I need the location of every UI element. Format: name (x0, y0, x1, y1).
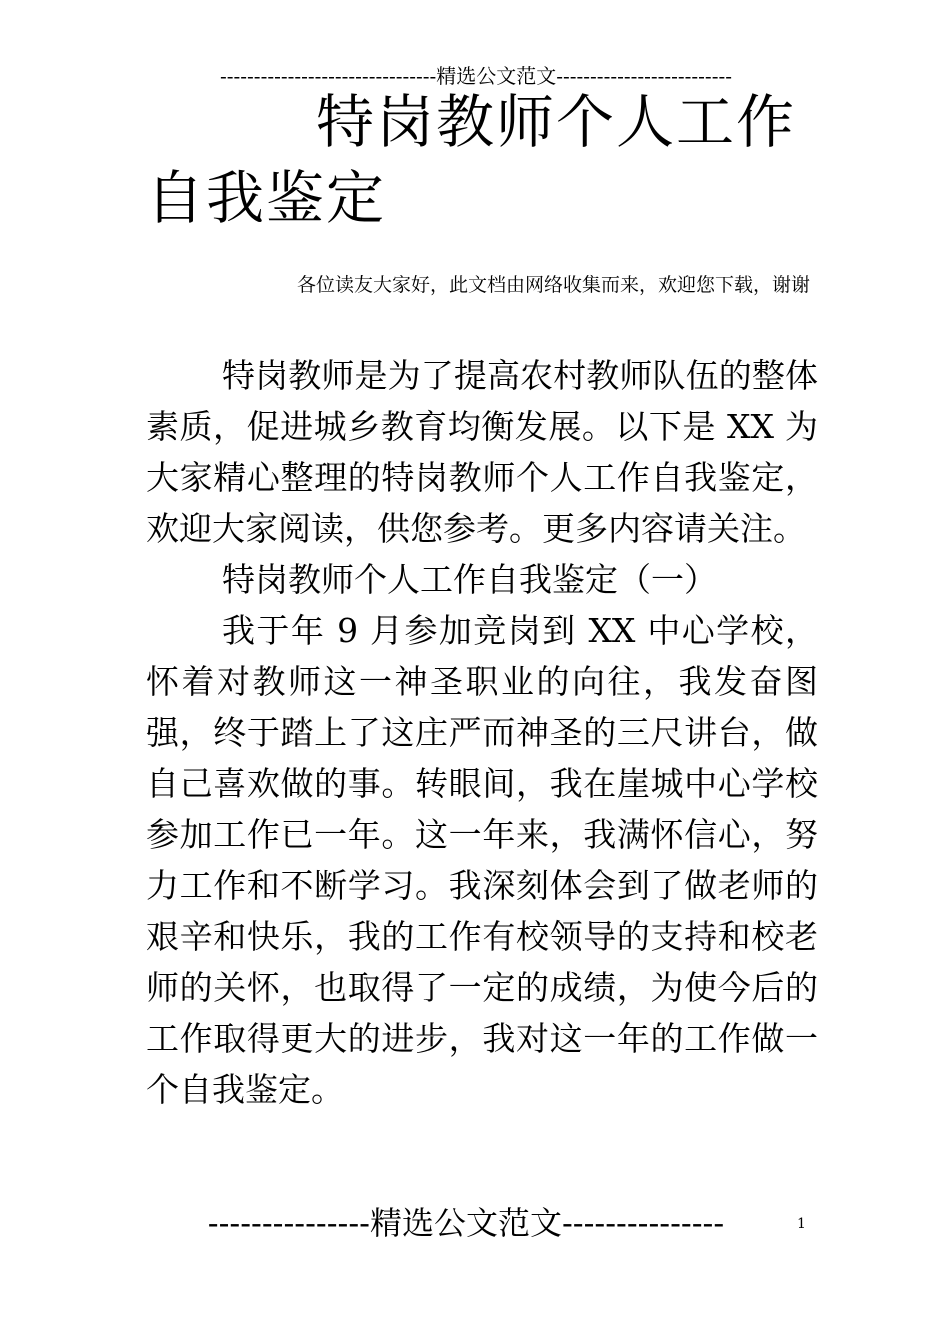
document-body (146, 350, 818, 1115)
section-heading: 特岗教师个人工作自我鉴定（一） (222, 560, 717, 599)
greeting-line: 各位读友大家好，此文档由网络收集而来，欢迎您下载，谢谢 (296, 274, 810, 296)
body-paragraph: 我于年 9 月参加竞岗到 XX 中心学校，怀着对教师这一神圣职业的向往，我发奋图强，终于踏上了这庄严而神圣的三尺讲台，做自己喜欢做的事。转眼间，我在崖城中心学校参加工作已一年。这一年来，我满怀信心，努力工作和不断学习。我深刻体会到了做老师的艰辛和快乐，我的工作有校领导的支持和校老师的关怀，也取得了一定的成绩，为使今后的工作取得更大的进步，我对这一年的工作做一个自我鉴定。 (146, 611, 818, 1109)
page-footer: ---------------精选公文范文--------------- (207, 1204, 725, 1242)
intro-paragraph: 特岗教师是为了提高农村教师队伍的整体素质，促进城乡教育均衡发展。以下是 XX 为大家精心整理的特岗教师个人工作自我鉴定，欢迎大家阅读，供您参考。更多内容请关注。 (146, 356, 818, 548)
page-number: 1 (797, 1216, 806, 1232)
document-title: 特岗教师个人工作自我鉴定 (146, 88, 797, 232)
page-header: --------------------------------精选公文范文-------------------------- (220, 64, 732, 88)
